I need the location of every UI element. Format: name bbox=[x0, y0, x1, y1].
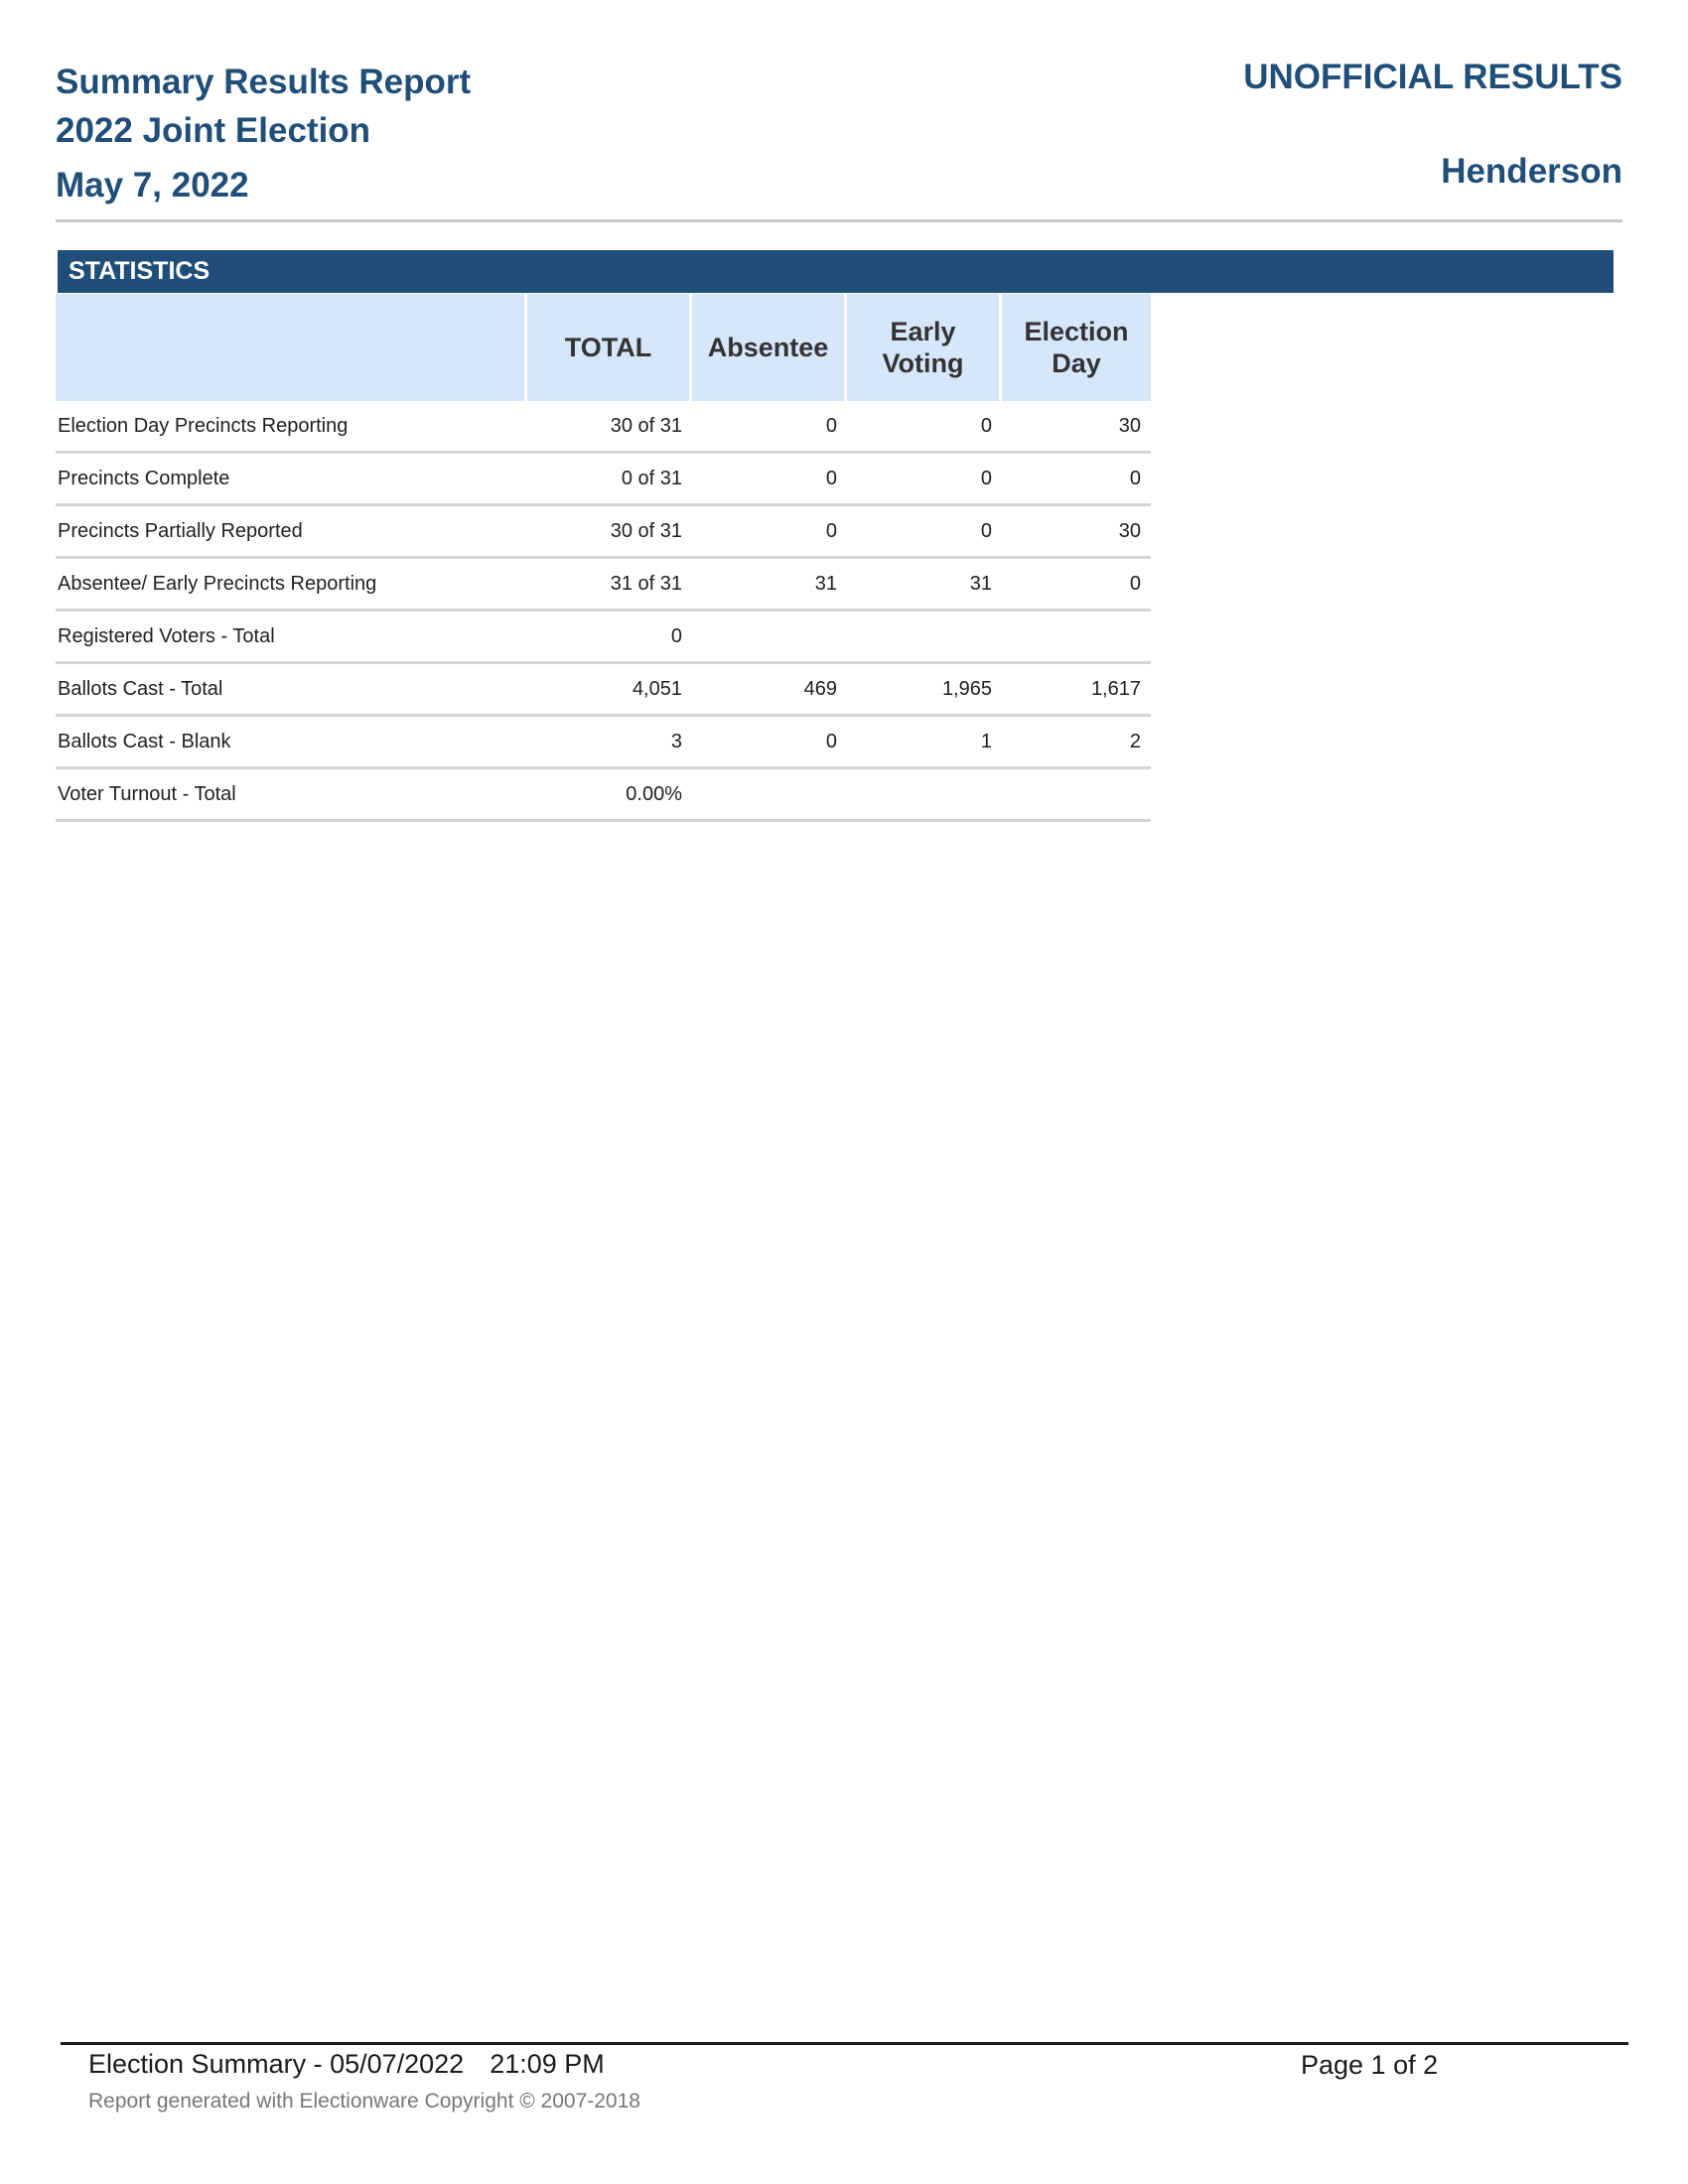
footer-copyright: Report generated with Electionware Copyright © 2007-2018 bbox=[88, 2090, 640, 2113]
cell-early-voting: 0 bbox=[847, 401, 1002, 454]
footer-time: 21:09 PM bbox=[490, 2049, 605, 2079]
cell-election-day: 30 bbox=[1002, 506, 1151, 559]
report-header-right bbox=[1243, 58, 1622, 192]
cell-total: 30 of 31 bbox=[527, 401, 692, 454]
cell-absentee: 0 bbox=[692, 401, 847, 454]
section-title-bar: STATISTICS bbox=[58, 250, 1614, 293]
report-header bbox=[56, 58, 471, 209]
footer-summary bbox=[88, 2049, 605, 2080]
table-row bbox=[56, 454, 1151, 506]
row-label: Ballots Cast - Total bbox=[56, 664, 527, 717]
row-label: Absentee/ Early Precincts Reporting bbox=[56, 559, 527, 612]
table-row bbox=[56, 612, 1151, 664]
cell-election-day: 0 bbox=[1002, 559, 1151, 612]
table-row bbox=[56, 664, 1151, 717]
cell-early-voting: 0 bbox=[847, 506, 1002, 559]
cell-total: 0.00% bbox=[527, 769, 692, 822]
footer-divider bbox=[61, 2042, 1628, 2045]
election-name: 2022 Joint Election bbox=[56, 111, 371, 150]
column-header-election-day-line1: Election bbox=[1024, 317, 1129, 346]
cell-total: 30 of 31 bbox=[527, 506, 692, 559]
cell-election-day: 2 bbox=[1002, 717, 1151, 769]
header-divider bbox=[56, 219, 1622, 222]
table-row bbox=[56, 401, 1151, 454]
cell-early-voting: 1 bbox=[847, 717, 1002, 769]
cell-early-voting bbox=[847, 612, 1002, 664]
row-label: Precincts Partially Reported bbox=[56, 506, 527, 559]
column-header-election-day-line2: Day bbox=[1052, 348, 1101, 378]
table-header-row bbox=[56, 294, 1151, 401]
cell-election-day bbox=[1002, 769, 1151, 822]
row-label: Voter Turnout - Total bbox=[56, 769, 527, 822]
report-title: Summary Results Report bbox=[56, 63, 472, 101]
election-date: May 7, 2022 bbox=[56, 166, 249, 205]
cell-total: 3 bbox=[527, 717, 692, 769]
cell-early-voting bbox=[847, 769, 1002, 822]
table-row bbox=[56, 559, 1151, 612]
table-row bbox=[56, 506, 1151, 559]
column-header-election-day bbox=[1002, 294, 1151, 401]
cell-absentee: 469 bbox=[692, 664, 847, 717]
column-header-early-voting: Early Voting bbox=[847, 294, 1002, 401]
cell-total: 4,051 bbox=[527, 664, 692, 717]
row-label: Ballots Cast - Blank bbox=[56, 717, 527, 769]
cell-election-day bbox=[1002, 612, 1151, 664]
page-number: Page 1 of 2 bbox=[1301, 2050, 1439, 2080]
cell-election-day: 0 bbox=[1002, 454, 1151, 506]
county-name: Henderson bbox=[1441, 152, 1622, 191]
cell-election-day: 1,617 bbox=[1002, 664, 1151, 717]
cell-early-voting: 0 bbox=[847, 454, 1002, 506]
cell-election-day: 30 bbox=[1002, 401, 1151, 454]
cell-absentee bbox=[692, 612, 847, 664]
column-header-absentee: Absentee bbox=[692, 294, 847, 401]
cell-early-voting: 31 bbox=[847, 559, 1002, 612]
results-status: UNOFFICIAL RESULTS bbox=[1243, 58, 1622, 96]
cell-absentee: 0 bbox=[692, 506, 847, 559]
cell-absentee: 0 bbox=[692, 454, 847, 506]
statistics-table bbox=[56, 294, 1151, 822]
column-header-total: TOTAL bbox=[527, 294, 692, 401]
table-row bbox=[56, 717, 1151, 769]
cell-absentee: 31 bbox=[692, 559, 847, 612]
row-label: Election Day Precincts Reporting bbox=[56, 401, 527, 454]
cell-absentee bbox=[692, 769, 847, 822]
footer-summary-text: Election Summary - 05/07/2022 bbox=[88, 2049, 465, 2079]
cell-total: 31 of 31 bbox=[527, 559, 692, 612]
row-label: Registered Voters - Total bbox=[56, 612, 527, 664]
column-header-label bbox=[56, 294, 527, 401]
row-label: Precincts Complete bbox=[56, 454, 527, 506]
cell-total: 0 bbox=[527, 612, 692, 664]
cell-early-voting: 1,965 bbox=[847, 664, 1002, 717]
table-row bbox=[56, 769, 1151, 822]
cell-total: 0 of 31 bbox=[527, 454, 692, 506]
cell-absentee: 0 bbox=[692, 717, 847, 769]
